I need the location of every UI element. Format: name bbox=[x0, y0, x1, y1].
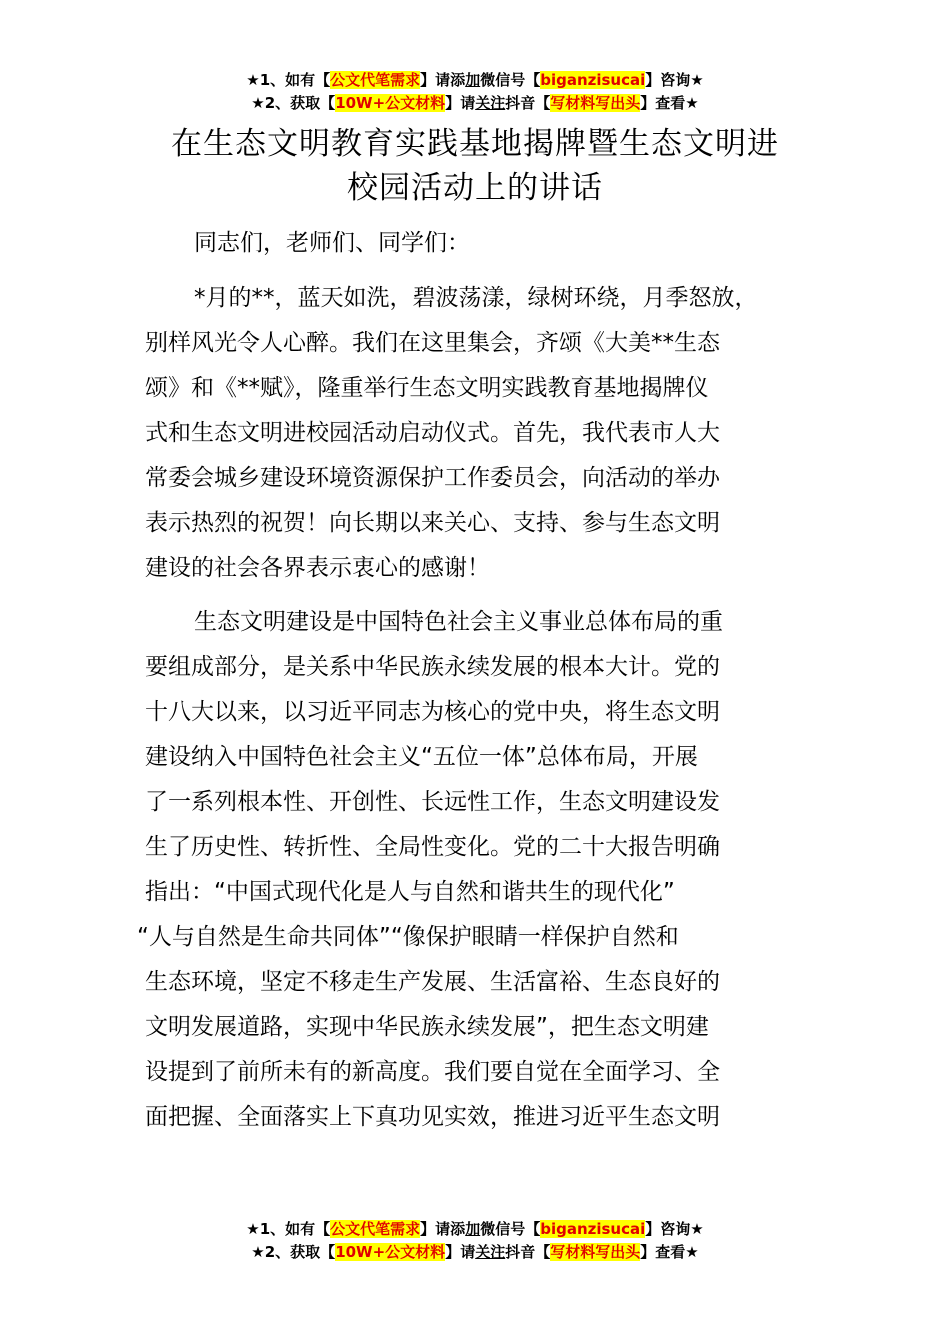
header-ad-banner bbox=[0, 69, 950, 115]
ad-text: 】查看★ bbox=[640, 1243, 699, 1261]
paragraph-line: *月的**，蓝天如洗，碧波荡漾，绿树环绕，月季怒放， bbox=[194, 285, 758, 311]
paragraph-line: 要组成部分，是关系中华民族永续发展的根本大计。党的 bbox=[145, 654, 720, 680]
salutation-block bbox=[145, 221, 807, 266]
paragraph-line: 生态环境，坚定不移走生产发展、生活富裕、生态良好的 bbox=[145, 969, 720, 995]
ad-underlined-text: 关注 bbox=[475, 94, 506, 112]
ad-underlined-text: 加 bbox=[465, 71, 481, 89]
ad-highlight-douyin-account: 写材料写出头 bbox=[550, 1243, 641, 1261]
paragraph-line: 建设的社会各界表示衷心的感谢！ bbox=[145, 555, 490, 581]
paragraph-line: 了一系列根本性、开创性、长远性工作，生态文明建设发 bbox=[145, 789, 720, 815]
title-line-1: 在生态文明教育实践基地揭牌暨生态文明进 bbox=[171, 126, 779, 162]
footer-ad-line-2 bbox=[0, 1241, 950, 1264]
ad-text: ★1、如有【 bbox=[246, 1220, 331, 1238]
footer-ad-line-1 bbox=[0, 1218, 950, 1241]
ad-text: 】请添 bbox=[420, 71, 466, 89]
paragraph-line: 式和生态文明进校园活动启动仪式。首先，我代表市人大 bbox=[145, 420, 720, 446]
paragraph-line: 别样风光令人心醉。我们在这里集会，齐颂《大美**生态 bbox=[145, 330, 720, 356]
paragraph-line: 表示热烈的祝贺！向长期以来关心、支持、参与生态文明 bbox=[145, 510, 720, 536]
header-ad-line-2 bbox=[0, 92, 950, 115]
paragraph-line: 建设纳入中国特色社会主义“五位一体”总体布局，开展 bbox=[145, 744, 698, 770]
header-ad-line-1 bbox=[0, 69, 950, 92]
footer-ad-banner bbox=[0, 1218, 950, 1264]
ad-text: ★2、获取【 bbox=[251, 94, 336, 112]
ad-text: 】请 bbox=[445, 1243, 476, 1261]
paragraph-line: 设提到了前所未有的新高度。我们要自觉在全面学习、全 bbox=[145, 1059, 720, 1085]
ad-text: 微信号【 bbox=[480, 71, 541, 89]
paragraph-line: 面把握、全面落实上下真功见实效，推进习近平生态文明 bbox=[145, 1104, 720, 1130]
ad-text: 抖音【 bbox=[505, 94, 551, 112]
ad-text: ★2、获取【 bbox=[251, 1243, 336, 1261]
document-title bbox=[145, 122, 805, 210]
ad-text: 】请添 bbox=[420, 1220, 466, 1238]
ad-text: 】请 bbox=[445, 94, 476, 112]
ad-text: ★1、如有【 bbox=[246, 71, 331, 89]
ad-text: 微信号【 bbox=[480, 1220, 541, 1238]
paragraph-line: 文明发展道路，实现中华民族永续发展”，把生态文明建 bbox=[145, 1014, 709, 1040]
paragraph-line: 十八大以来，以习近平同志为核心的党中央，将生态文明 bbox=[145, 699, 720, 725]
ad-text: 】咨询★ bbox=[645, 71, 704, 89]
paragraph-line: 颂》和《**赋》，隆重举行生态文明实践教育基地揭牌仪 bbox=[145, 375, 709, 401]
paragraph-line: 常委会城乡建设环境资源保护工作委员会，向活动的举办 bbox=[145, 465, 720, 491]
ad-highlight-service: 公文代笔需求 bbox=[330, 1220, 421, 1238]
ad-highlight-materials: 10W+公文材料 bbox=[335, 94, 446, 112]
ad-highlight-douyin-account: 写材料写出头 bbox=[550, 94, 641, 112]
ad-underlined-text: 加 bbox=[465, 1220, 481, 1238]
paragraph-2 bbox=[137, 600, 807, 1140]
salutation: 同志们，老师们、同学们： bbox=[194, 230, 470, 256]
ad-text: 】咨询★ bbox=[645, 1220, 704, 1238]
paragraph-line: 指出：“中国式现代化是人与自然和谐共生的现代化” bbox=[145, 879, 675, 905]
paragraph-line: 生态文明建设是中国特色社会主义事业总体布局的重 bbox=[194, 609, 723, 635]
ad-underlined-text: 关注 bbox=[475, 1243, 506, 1261]
paragraph-1 bbox=[145, 276, 807, 591]
ad-text: 抖音【 bbox=[505, 1243, 551, 1261]
paragraph-line: “人与自然是生命共同体”“像保护眼睛一样保护自然和 bbox=[137, 924, 679, 950]
paragraph-line: 生了历史性、转折性、全局性变化。党的二十大报告明确 bbox=[145, 834, 720, 860]
ad-highlight-wechat-id: biganzisucai bbox=[540, 71, 646, 89]
ad-highlight-service: 公文代笔需求 bbox=[330, 71, 421, 89]
ad-text: 】查看★ bbox=[640, 94, 699, 112]
ad-highlight-materials: 10W+公文材料 bbox=[335, 1243, 446, 1261]
title-line-2: 校园活动上的讲话 bbox=[347, 170, 603, 206]
ad-highlight-wechat-id: biganzisucai bbox=[540, 1220, 646, 1238]
